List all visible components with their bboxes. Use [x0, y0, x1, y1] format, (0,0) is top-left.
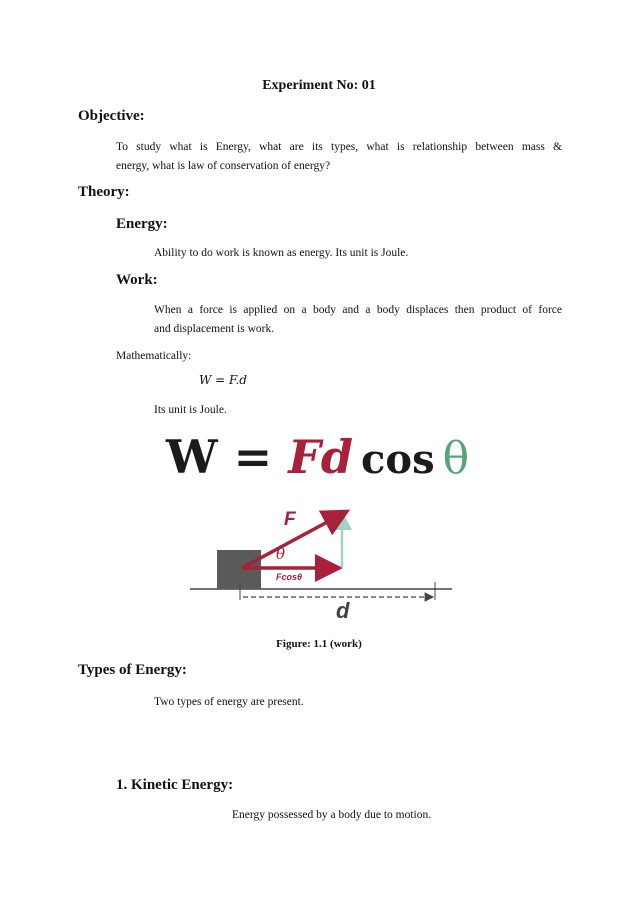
work-equation: W = F.d: [199, 373, 247, 387]
kinetic-definition: Energy possessed by a body due to motion.: [232, 809, 432, 821]
mathematically-label: Mathematically:: [116, 350, 192, 362]
work-definition-line1: When a force is applied on a body and a body displaces then product of force: [154, 304, 562, 316]
energy-definition: Ability to do work is known as energy. Its unit is Joule.: [154, 247, 409, 259]
page-title: Experiment No: 01: [262, 78, 376, 93]
formula-theta: θ: [442, 433, 470, 484]
work-diagram: [190, 498, 460, 628]
objective-text-line1: To study what is Energy, what are its types, what is relationship between mass &: [116, 141, 562, 153]
objective-heading: Objective:: [78, 108, 145, 124]
objective-text-line2: energy, what is law of conservation of energy?: [116, 160, 331, 172]
label-f: F: [284, 509, 296, 530]
formula-fd: Fd: [288, 430, 354, 484]
label-fcos: Fcosθ: [276, 572, 303, 582]
formula-cos: cos: [361, 436, 435, 483]
work-definition-line2: and displacement is work.: [154, 323, 275, 335]
work-formula: [166, 430, 486, 490]
kinetic-heading: 1. Kinetic Energy:: [116, 777, 234, 793]
energy-heading: Energy:: [116, 216, 168, 232]
types-heading: Types of Energy:: [78, 662, 187, 678]
label-d: d: [336, 598, 350, 623]
formula-equals: =: [233, 430, 273, 484]
unit-text: Its unit is Joule.: [154, 404, 227, 416]
label-theta: θ: [276, 545, 286, 563]
work-heading: Work:: [116, 272, 158, 288]
theory-heading: Theory:: [78, 184, 130, 200]
figure-caption: Figure: 1.1 (work): [276, 638, 362, 650]
types-intro: Two types of energy are present.: [154, 696, 304, 708]
formula-w: W: [166, 430, 218, 484]
